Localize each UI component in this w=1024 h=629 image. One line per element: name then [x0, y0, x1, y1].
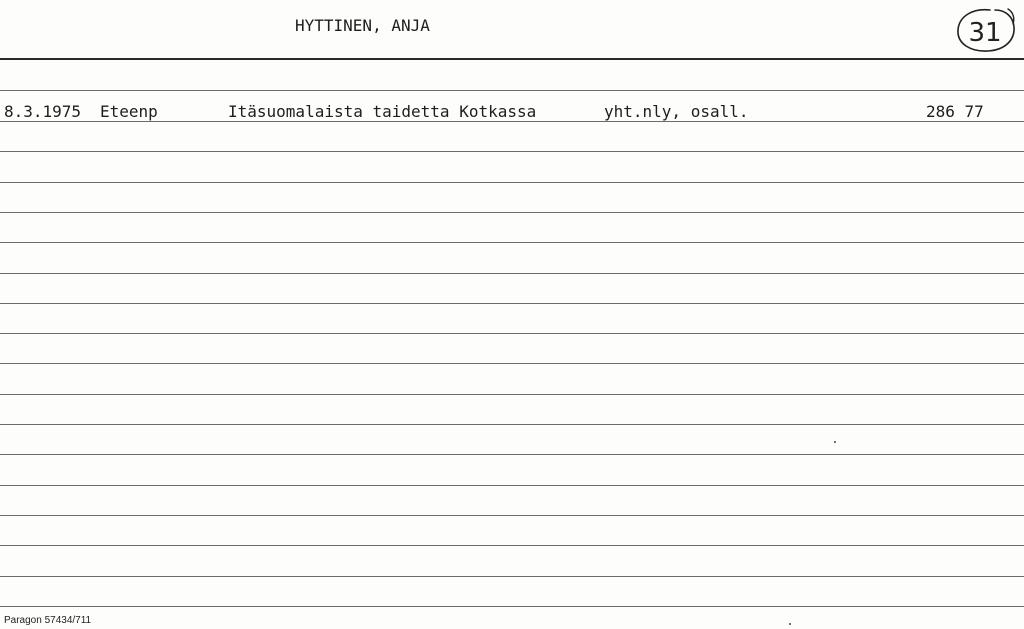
- entry-place: Eteenp: [100, 102, 158, 121]
- ruled-line: [0, 90, 1024, 91]
- ruled-line: [0, 303, 1024, 304]
- entry-title: Itäsuomalaista taidetta Kotkassa: [228, 102, 537, 121]
- ruled-line: [0, 394, 1024, 395]
- ruled-line: [0, 242, 1024, 243]
- ruled-line: [0, 212, 1024, 213]
- card-number-text: 31: [968, 18, 1002, 48]
- ruled-line: [0, 182, 1024, 183]
- person-name: HYTTINEN, ANJA: [295, 16, 430, 35]
- entry-date: 8.3.1975: [4, 102, 82, 121]
- ruled-line: [0, 424, 1024, 425]
- ruled-line: [0, 485, 1024, 486]
- entry-reference: 286 77: [926, 102, 984, 121]
- ruled-line: [0, 333, 1024, 334]
- entry-row: [0, 104, 1024, 124]
- ruled-line: [0, 576, 1024, 577]
- ruled-line: [0, 454, 1024, 455]
- ruled-line: [0, 515, 1024, 516]
- ruled-line: [0, 363, 1024, 364]
- ruled-line: [0, 606, 1024, 607]
- printer-imprint: Paragon 57434/711: [4, 615, 92, 626]
- speck: [789, 623, 791, 625]
- ruled-line: [0, 151, 1024, 152]
- speck: [834, 441, 836, 443]
- ruled-line: [0, 545, 1024, 546]
- entry-type: yht.nly, osall.: [604, 102, 749, 121]
- ruled-line: [0, 273, 1024, 274]
